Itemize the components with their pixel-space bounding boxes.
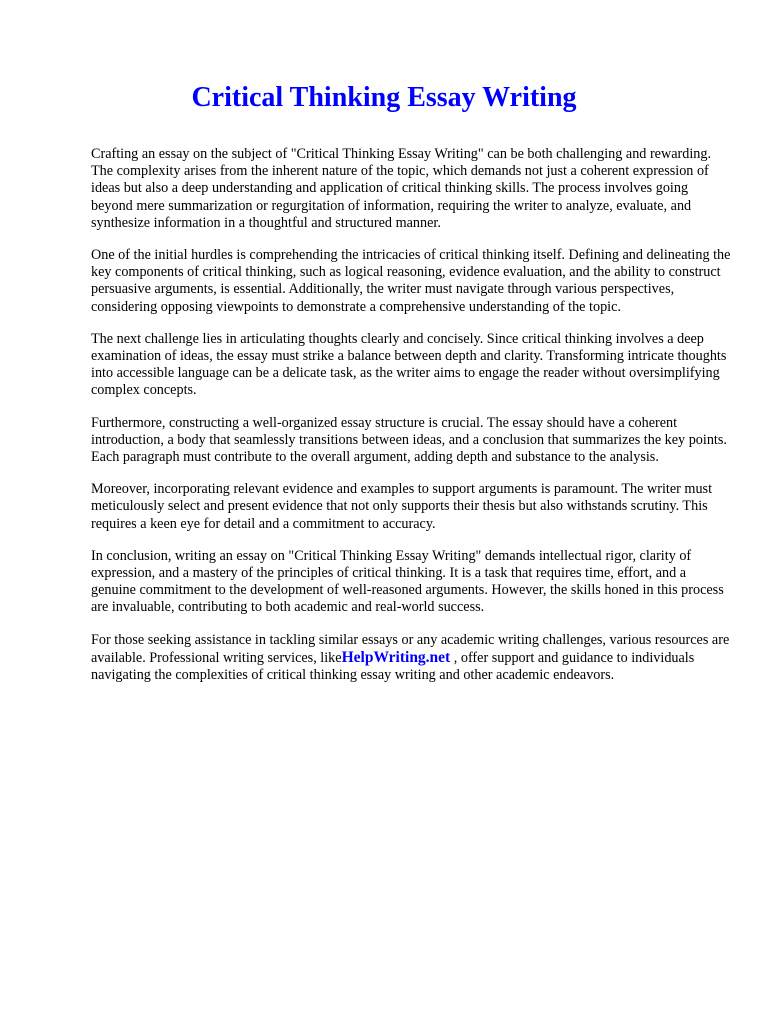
paragraph-5: Moreover, incorporating relevant evidence and examples to support arguments is paramount. The writer must meticulously select and present evidence that not only supports their thesis but also withstands scrutiny. This requires a keen eye for detail and a commitment to accuracy.	[91, 481, 713, 532]
page-title: Critical Thinking Essay Writing	[191, 82, 577, 113]
paragraph-3: The next challenge lies in articulating thoughts clearly and concisely. Since critical thinking involves a deep examination of ideas, the essay must strike a balance between depth and clarity. Transforming intricate thoughts into accessible language can be a delicate task, as the writer aims to engage the reader without oversimplifying complex concepts.	[91, 330, 727, 399]
paragraph-7-after-link: , offer support and guidance to individuals navigating the complexities of critical thinking essay writing and other academic endeavors.	[91, 649, 695, 684]
paragraph-7-before-link: For those seeking assistance in tackling similar essays or any academic writing challenges, various resources are available. Professional writing services, like	[91, 631, 730, 666]
paragraph-6: In conclusion, writing an essay on "Critical Thinking Essay Writing" demands intellectual rigor, clarity of expression, and a mastery of the principles of critical thinking. It is a task that requires time, effort, and a genuine commitment to the development of well-reasoned arguments. However, the skills honed in this process are invaluable, contributing to both academic and real-world success.	[91, 547, 724, 616]
paragraph-1: Crafting an essay on the subject of "Critical Thinking Essay Writing" can be both challenging and rewarding. The complexity arises from the inherent nature of the topic, which demands not just a coherent expression of ideas but also a deep understanding and application of critical thinking skills. The process involves going beyond mere summarization or regurgitation of information, requiring the writer to analyze, evaluate, and synthesize information in a thoughtful and structured manner.	[91, 146, 712, 231]
paragraph-7	[91, 632, 731, 685]
paragraph-4: Furthermore, constructing a well-organized essay structure is crucial. The essay should have a coherent introduction, a body that seamlessly transitions between ideas, and a conclusion that summarizes the key points. Each paragraph must contribute to the overall argument, adding depth and substance to the analysis.	[91, 414, 727, 466]
paragraph-2: One of the initial hurdles is comprehending the intricacies of critical thinking itself. Defining and delineating the key components of critical thinking, such as logical reasoning, evidence evaluation, and the ability to construct persuasive arguments, is essential. Additionally, the writer must navigate through various perspectives, considering opposing viewpoints to demonstrate a comprehensive understanding of the topic.	[91, 247, 731, 315]
document-body	[91, 146, 731, 699]
helpwriting-link[interactable]: HelpWriting.net	[341, 648, 451, 666]
